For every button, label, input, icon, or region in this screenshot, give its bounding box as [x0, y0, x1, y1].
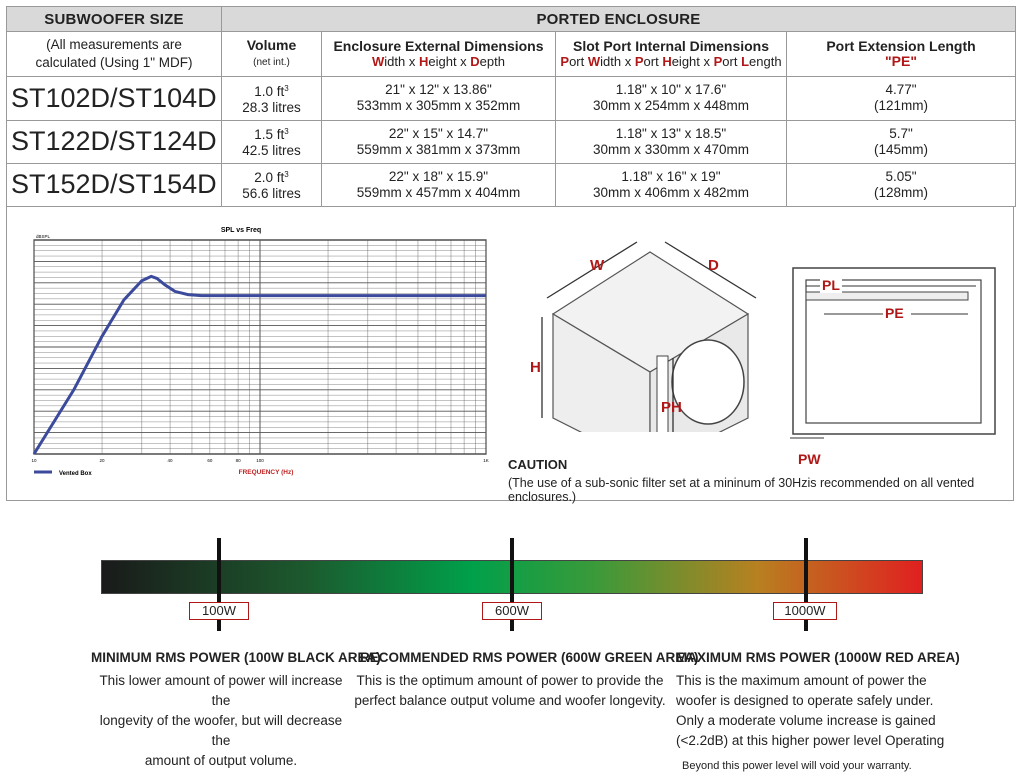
table-row [7, 77, 1016, 120]
chart-title: SPL vs Freq [220, 227, 262, 234]
model-name: ST122D/ST124D [7, 120, 222, 163]
inner-wall [806, 280, 981, 423]
table-row [7, 163, 1016, 206]
external-cell: 21" x 12" x 13.86" 533mm x 305mm x 352mm [322, 77, 556, 120]
caution-title: CAUTION [508, 457, 568, 472]
rec-power-title: RECOMMENDED RMS POWER (600W GREEN AREA) [360, 650, 699, 665]
header-subwoofer-size: SUBWOOFER SIZE [7, 7, 222, 32]
volume-cell: 1.5 $ft^3$ 42.5 litres [222, 120, 322, 163]
external-cell: 22" x 18" x 15.9" 559mm x 457mm x 404mm [322, 163, 556, 206]
chart-xlabel: FREQUENCY (Hz) [238, 469, 294, 476]
model-name: ST152D/ST154D [7, 163, 222, 206]
min-power-title: MINIMUM RMS POWER (100W BLACK AREA) [91, 650, 381, 665]
max-power-body: This is the maximum amount of power the woofer is designed to operate safely under. Only a moderate volume increase is gained (<2.2dB) at this higher power level Operating [676, 673, 945, 748]
min-power-body: This lower amount of power will increase the longevity of the woofer, but will decrease the amount of output volume. [99, 673, 343, 768]
rec-power-body: This is the optimum amount of power to provide the perfect balance output volume and woofer longevity. [354, 673, 666, 708]
max-power-title: MAXIMUM RMS POWER (1000W RED AREA) [676, 650, 960, 665]
port-cell: 1.18" x 13" x 18.5" 30mm x 330mm x 470mm [556, 120, 787, 163]
port-circle [672, 340, 744, 424]
col-volume: Volume (net int.) [222, 32, 322, 77]
marker-label-600w: 600W [482, 602, 542, 620]
x-tick-label: 1K [483, 458, 489, 463]
spl-chart [26, 222, 496, 484]
caution-body: (The use of a sub-sonic filter set at a mininum of 30Hzis recommended on all vented enclosures.) [508, 476, 975, 504]
volume-cell: 1.0 $ft^3$ 28.3 litres [222, 77, 322, 120]
pe-cell: 4.77" (121mm) [787, 77, 1016, 120]
x-tick-label: 20 [99, 458, 105, 463]
spec-table [6, 6, 1016, 207]
measurement-note: (All measurements are calculated (Using 1" MDF) [7, 32, 222, 77]
table-row [7, 120, 1016, 163]
pe-cell: 5.05" (128mm) [787, 163, 1016, 206]
col-port-dimensions: Slot Port Internal Dimensions Port Width x Port Height x Port Length [556, 32, 787, 77]
model-name: ST102D/ST104D [7, 77, 222, 120]
header-ported-enclosure: PORTED ENCLOSURE [222, 7, 1016, 32]
slot-port [657, 356, 668, 432]
external-cell: 22" x 15" x 14.7" 559mm x 381mm x 373mm [322, 120, 556, 163]
x-tick-label: 100 [256, 458, 264, 463]
col-external-dimensions: Enclosure External Dimensions Width x Height x Depth [322, 32, 556, 77]
port-cell: 1.18" x 16" x 19" 30mm x 406mm x 482mm [556, 163, 787, 206]
x-tick-label: 10 [31, 458, 37, 463]
enclosure-3d-diagram [520, 232, 780, 432]
marker-label-100w: 100W [189, 602, 249, 620]
warranty-note: Beyond this power level will void your warranty. [682, 760, 912, 772]
marker-label-1000w: 1000W [773, 602, 837, 620]
x-tick-label: 80 [235, 458, 241, 463]
volume-cell: 2.0 $ft^3$ 56.6 litres [222, 163, 322, 206]
enclosure-top-view-diagram [786, 262, 998, 482]
pl-label: PL [822, 277, 840, 293]
ph-label: PH [661, 399, 682, 416]
col-port-extension: Port Extension Length "PE" [787, 32, 1016, 77]
h-label: H [530, 359, 541, 376]
pe-cell: 5.7" (145mm) [787, 120, 1016, 163]
legend-label: Vented Box [59, 471, 92, 477]
caution-note [508, 457, 1008, 504]
pw-label: PW [798, 451, 821, 467]
x-tick-label: 40 [167, 458, 173, 463]
chart-ylabel: dBSPL [36, 234, 51, 239]
pe-label: PE [885, 305, 904, 321]
port-divider [806, 292, 968, 300]
d-label: D [708, 257, 719, 274]
x-tick-label: 60 [207, 458, 213, 463]
plot-grid [34, 240, 486, 454]
w-label: W [590, 257, 605, 274]
port-cell: 1.18" x 10" x 17.6" 30mm x 254mm x 448mm [556, 77, 787, 120]
x-ticks [31, 458, 488, 463]
